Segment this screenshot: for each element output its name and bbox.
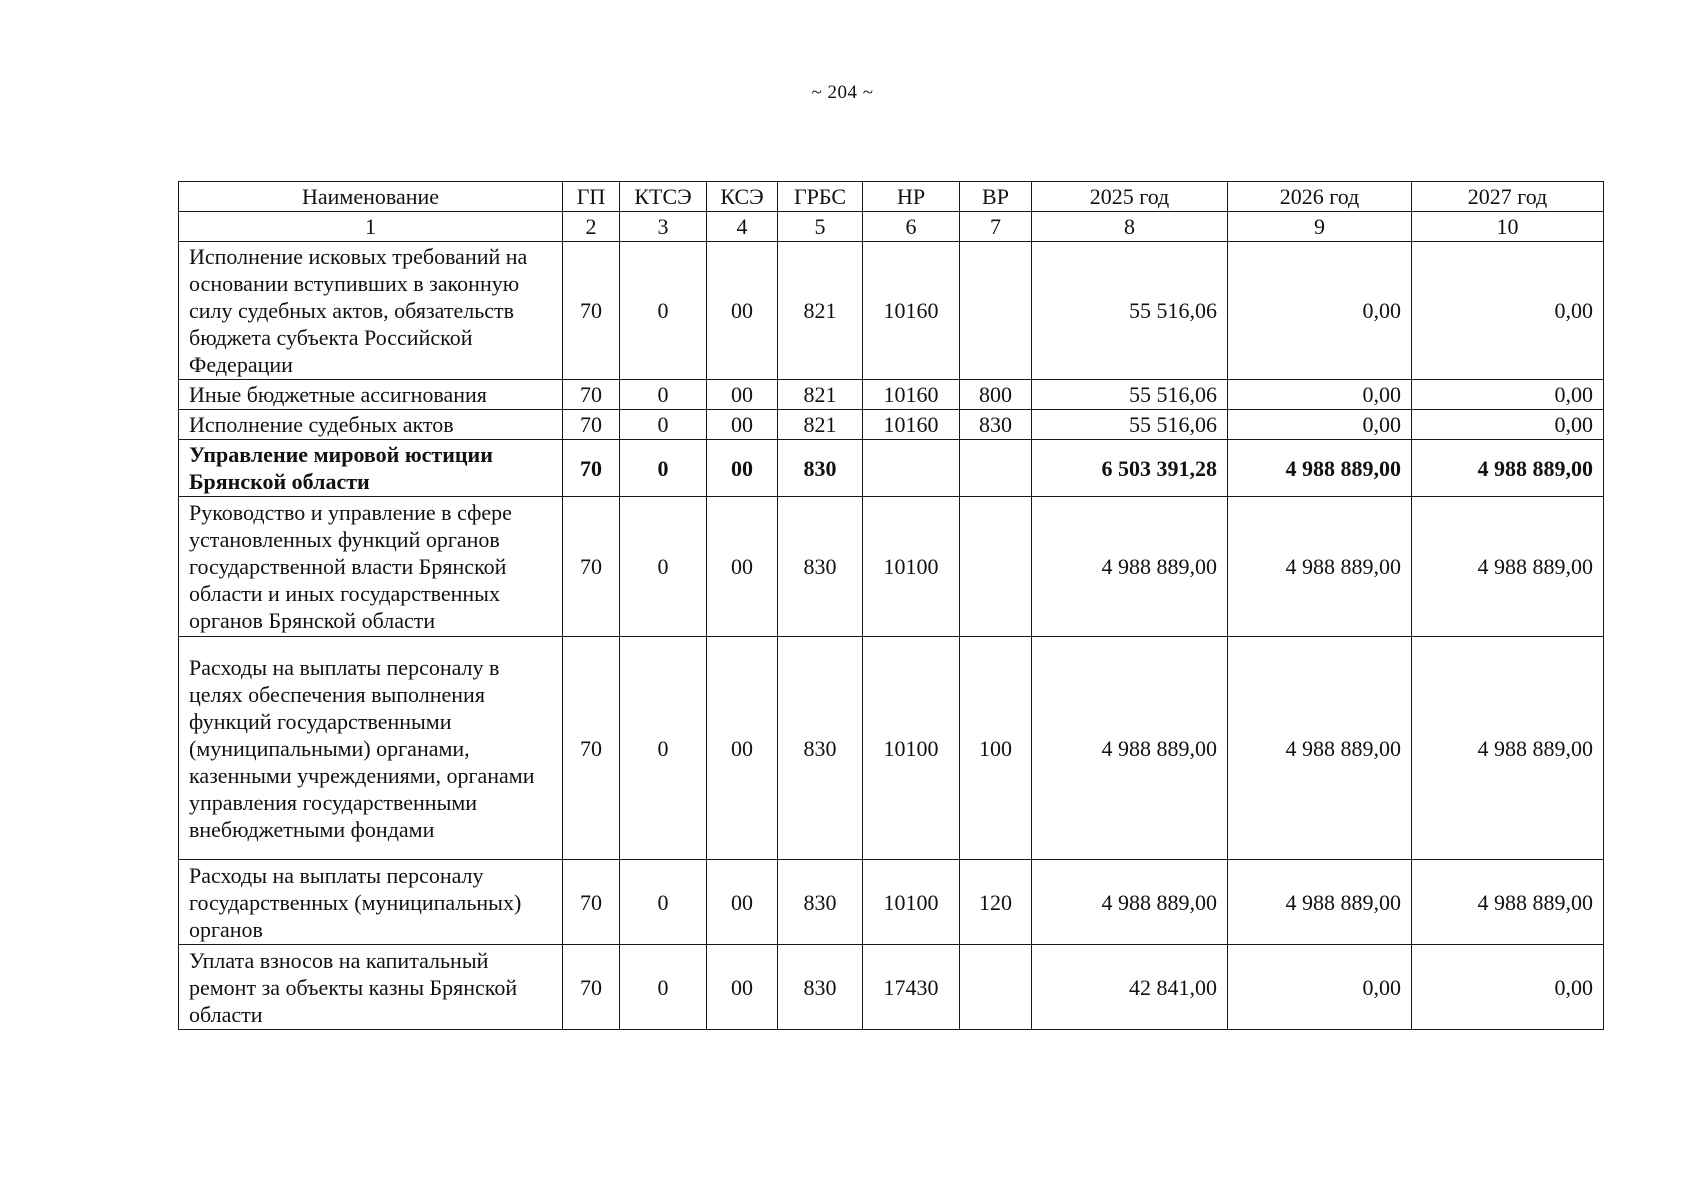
row-ktse: 0 <box>620 860 707 945</box>
header-ktse: КТСЭ <box>620 182 707 212</box>
row-grbs: 830 <box>778 637 863 860</box>
row-2026: 4 988 889,00 <box>1228 497 1412 637</box>
row-vr: 800 <box>960 380 1032 410</box>
row-2025: 4 988 889,00 <box>1032 860 1228 945</box>
row-nr: 10160 <box>863 380 960 410</box>
row-2027: 4 988 889,00 <box>1412 637 1604 860</box>
row-2026: 0,00 <box>1228 380 1412 410</box>
header-row <box>179 182 1604 212</box>
header-nr: НР <box>863 182 960 212</box>
column-number: 5 <box>778 212 863 242</box>
row-name: Исполнение исковых требований на основании вступивших в законную силу судебных актов, обязательств бюджета субъекта Российской Федерации <box>179 242 563 380</box>
row-kse: 00 <box>707 440 778 497</box>
row-ktse: 0 <box>620 637 707 860</box>
row-ktse: 0 <box>620 380 707 410</box>
column-number: 8 <box>1032 212 1228 242</box>
row-ktse: 0 <box>620 410 707 440</box>
row-grbs: 821 <box>778 242 863 380</box>
row-2027: 4 988 889,00 <box>1412 860 1604 945</box>
header-kse: КСЭ <box>707 182 778 212</box>
row-grbs: 830 <box>778 945 863 1030</box>
row-kse: 00 <box>707 497 778 637</box>
row-nr: 10160 <box>863 242 960 380</box>
row-kse: 00 <box>707 637 778 860</box>
row-kse: 00 <box>707 945 778 1030</box>
row-nr: 10100 <box>863 637 960 860</box>
row-vr <box>960 440 1032 497</box>
row-2027: 0,00 <box>1412 380 1604 410</box>
row-2026: 4 988 889,00 <box>1228 860 1412 945</box>
table-row <box>179 860 1604 945</box>
row-vr <box>960 242 1032 380</box>
header-2025: 2025 год <box>1032 182 1228 212</box>
row-gp: 70 <box>563 497 620 637</box>
page-number: ~ 204 ~ <box>811 82 874 103</box>
row-2025: 6 503 391,28 <box>1032 440 1228 497</box>
row-gp: 70 <box>563 380 620 410</box>
row-gp: 70 <box>563 637 620 860</box>
row-kse: 00 <box>707 380 778 410</box>
row-ktse: 0 <box>620 440 707 497</box>
row-2027: 4 988 889,00 <box>1412 440 1604 497</box>
row-2027: 0,00 <box>1412 242 1604 380</box>
column-number: 10 <box>1412 212 1604 242</box>
row-gp: 70 <box>563 242 620 380</box>
row-2026: 4 988 889,00 <box>1228 440 1412 497</box>
header-2027: 2027 год <box>1412 182 1604 212</box>
table-row <box>179 945 1604 1030</box>
column-number-row <box>179 212 1604 242</box>
row-vr: 120 <box>960 860 1032 945</box>
row-nr: 17430 <box>863 945 960 1030</box>
column-number: 6 <box>863 212 960 242</box>
row-grbs: 830 <box>778 497 863 637</box>
row-ktse: 0 <box>620 497 707 637</box>
table-body <box>179 242 1604 1030</box>
row-ktse: 0 <box>620 945 707 1030</box>
row-2025: 4 988 889,00 <box>1032 497 1228 637</box>
row-name: Расходы на выплаты персоналу государственных (муниципальных) органов <box>179 860 563 945</box>
row-gp: 70 <box>563 945 620 1030</box>
header-2026: 2026 год <box>1228 182 1412 212</box>
row-name: Руководство и управление в сфере установленных функций органов государственной власти Брянской области и иных государственных органов Брянской области <box>179 497 563 637</box>
table-row <box>179 440 1604 497</box>
row-2026: 0,00 <box>1228 242 1412 380</box>
row-2026: 0,00 <box>1228 410 1412 440</box>
row-name: Исполнение судебных актов <box>179 410 563 440</box>
row-name: Расходы на выплаты персоналу в целях обеспечения выполнения функций государственными (муниципальными) органами, казенными учреждениями, органами управления государственными внебюджетными фондами <box>179 637 563 860</box>
row-gp: 70 <box>563 410 620 440</box>
row-grbs: 830 <box>778 860 863 945</box>
column-number: 4 <box>707 212 778 242</box>
row-2027: 4 988 889,00 <box>1412 497 1604 637</box>
header-name: Наименование <box>179 182 563 212</box>
table-row <box>179 380 1604 410</box>
row-grbs: 830 <box>778 440 863 497</box>
row-vr <box>960 497 1032 637</box>
column-number: 2 <box>563 212 620 242</box>
row-nr: 10100 <box>863 860 960 945</box>
column-number: 7 <box>960 212 1032 242</box>
table-row <box>179 497 1604 637</box>
column-number: 3 <box>620 212 707 242</box>
row-name: Уплата взносов на капитальный ремонт за объекты казны Брянской области <box>179 945 563 1030</box>
table-row <box>179 410 1604 440</box>
header-gp: ГП <box>563 182 620 212</box>
row-nr <box>863 440 960 497</box>
row-vr: 830 <box>960 410 1032 440</box>
budget-table <box>178 181 1604 1030</box>
header-grbs: ГРБС <box>778 182 863 212</box>
row-2027: 0,00 <box>1412 410 1604 440</box>
row-2026: 4 988 889,00 <box>1228 637 1412 860</box>
row-ktse: 0 <box>620 242 707 380</box>
row-2025: 55 516,06 <box>1032 410 1228 440</box>
row-name: Управление мировой юстиции Брянской области <box>179 440 563 497</box>
row-vr <box>960 945 1032 1030</box>
row-gp: 70 <box>563 860 620 945</box>
row-nr: 10100 <box>863 497 960 637</box>
row-grbs: 821 <box>778 410 863 440</box>
row-2027: 0,00 <box>1412 945 1604 1030</box>
row-nr: 10160 <box>863 410 960 440</box>
row-vr: 100 <box>960 637 1032 860</box>
row-2025: 4 988 889,00 <box>1032 637 1228 860</box>
row-2025: 42 841,00 <box>1032 945 1228 1030</box>
row-gp: 70 <box>563 440 620 497</box>
table-row <box>179 242 1604 380</box>
column-number: 9 <box>1228 212 1412 242</box>
row-kse: 00 <box>707 410 778 440</box>
row-2026: 0,00 <box>1228 945 1412 1030</box>
row-kse: 00 <box>707 860 778 945</box>
row-2025: 55 516,06 <box>1032 380 1228 410</box>
row-kse: 00 <box>707 242 778 380</box>
header-vr: ВР <box>960 182 1032 212</box>
table-row <box>179 637 1604 860</box>
row-2025: 55 516,06 <box>1032 242 1228 380</box>
row-grbs: 821 <box>778 380 863 410</box>
column-number: 1 <box>179 212 563 242</box>
row-name: Иные бюджетные ассигнования <box>179 380 563 410</box>
